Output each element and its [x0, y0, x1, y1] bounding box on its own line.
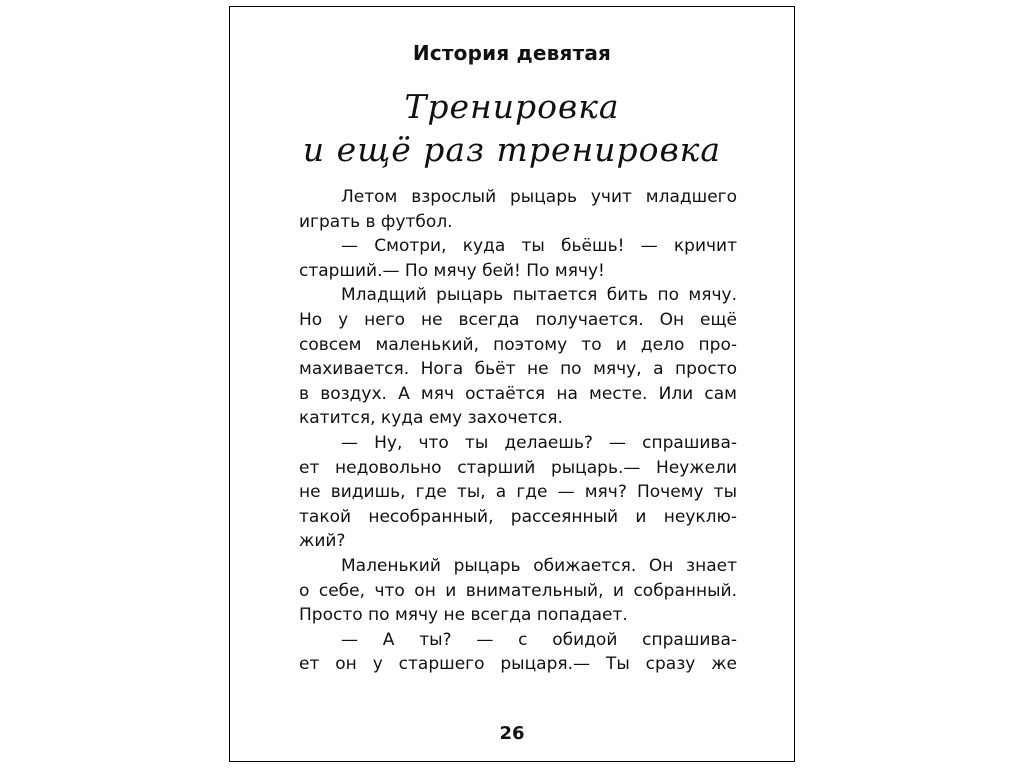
text-line: махивается. Нога бьёт не по мячу, а просто [299, 359, 737, 380]
paragraph [299, 234, 737, 283]
text-line: старший.— По мячу бей! По мячу! [299, 260, 605, 281]
text-line: играть в футбол. [299, 211, 453, 232]
text-line: не видишь, где ты, а где — мяч? Почему ты [299, 482, 737, 503]
text-line: Маленький рыцарь обижается. Он знает [341, 555, 737, 576]
paragraph [299, 185, 737, 234]
paragraph [299, 554, 737, 628]
text-line: ет он у старшего рыцаря.— Ты сразу же [299, 654, 737, 675]
story-title [230, 85, 794, 171]
story-title-line-1: Тренировка [404, 87, 620, 126]
text-line: о себе, что он и внимательный, и собранный. [299, 580, 737, 601]
story-title-line-2: и ещё раз тренировка [302, 130, 722, 169]
page-number: 26 [499, 723, 525, 744]
book-page [229, 6, 795, 762]
text-line: Просто по мячу не всегда попадает. [299, 605, 628, 626]
paragraph [299, 283, 737, 431]
text-line: Младщий рыцарь пытается бить по мячу. [341, 285, 737, 306]
text-line: такой несобранный, рассеянный и неуклю- [299, 506, 737, 527]
text-line: жий? [299, 531, 346, 552]
chapter-heading: История девятая [412, 41, 612, 65]
text-line: Но у него не всегда получается. Он ещё [299, 309, 737, 330]
text-line: совсем маленький, поэтому то и дело про- [299, 334, 737, 355]
text-line: — Ну, что ты делаешь? — спрашива- [341, 432, 737, 453]
text-line: — Смотри, куда ты бьёшь! — кричит [341, 236, 737, 257]
text-line: — А ты? — с обидой спрашива- [341, 629, 737, 650]
body-text [299, 185, 737, 677]
text-line: в воздух. А мяч остаётся на месте. Или сам [299, 383, 737, 404]
text-line: ет недовольно старший рыцарь.— Неужели [299, 457, 737, 478]
paragraph [299, 628, 737, 677]
paragraph [299, 431, 737, 554]
text-line: Летом взрослый рыцарь учит младшего [341, 187, 737, 207]
text-line: катится, куда ему захочется. [299, 408, 563, 429]
